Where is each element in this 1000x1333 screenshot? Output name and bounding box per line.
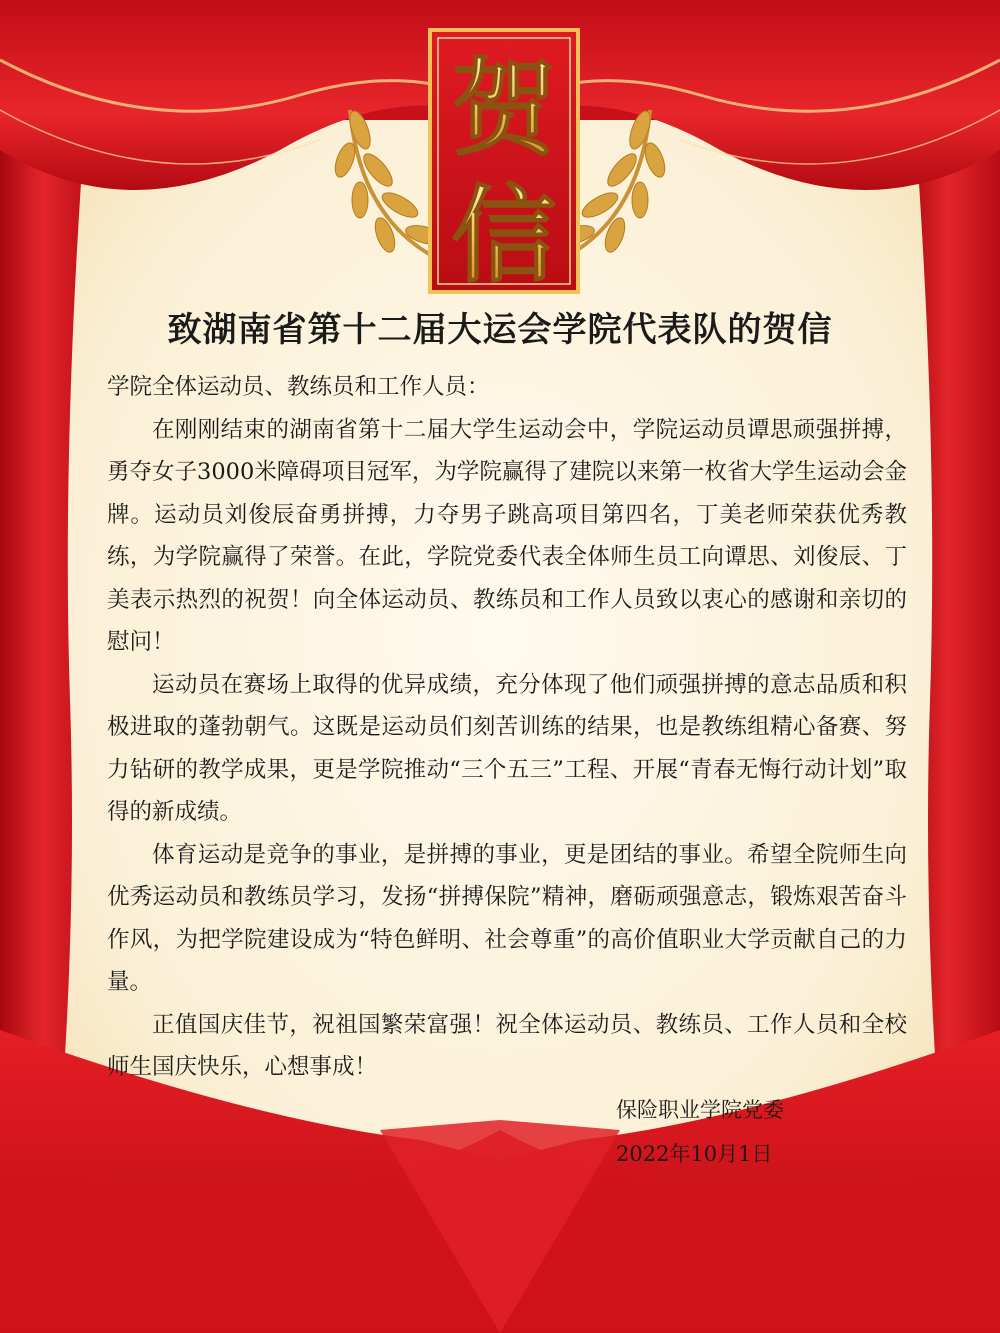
letter-paragraph: 体育运动是竞争的事业，是拼搏的事业，更是团结的事业。希望全院师生向优秀运动员和教练员学习，发扬“拼搏保院”精神，磨砺顽强意志，锻炼艰苦奋斗作风，为把学院建设成为“特色鲜明、社会尊重”的高价值职业大学贡献自己的力量。 [107,841,907,995]
letter-title: 致湖南省第十二届大运会学院代表队的贺信 [167,310,833,350]
letter-paragraph: 正值国庆佳节，祝祖国繁荣富强！祝全体运动员、教练员、工作人员和全校师生国庆快乐，心想事成！ [107,1011,907,1080]
letter-body [107,366,907,1089]
badge-char-he: 贺 [451,48,557,170]
badge-char-xin: 信 [451,175,557,297]
letter-paragraph: 运动员在赛场上取得的优异成绩，充分体现了他们顽强拼搏的意志品质和积极进取的蓬勃朝气。这既是运动员们刻苦训练的结果，也是教练组精心备赛、努力钻研的教学成果，更是学院推动“三个五三”工程、开展“青春无悔行动计划”取得的新成绩。 [107,671,907,825]
signature-organization: 保险职业学院党委 [616,1098,784,1122]
signature-date: 2022年10月1日 [616,1142,773,1166]
signature-block [616,1088,784,1176]
letter-salutation: 学院全体运动员、教练员和工作人员： [107,374,490,400]
badge [430,30,578,297]
letter-paragraph: 在刚刚结束的湖南省第十二届大学生运动会中，学院运动员谭思顽强拼搏，勇夺女子3000米障碍项目冠军，为学院赢得了建院以来第一枚省大学生运动会金牌。运动员刘俊辰奋勇拼搏，力夺男子跳高项目第四名，丁美老师荣获优秀教练，为学院赢得了荣誉。在此，学院党委代表全体师生员工向谭思、刘俊辰、丁美表示热烈的祝贺！向全体运动员、教练员和工作人员致以衷心的感谢和亲切的慰问！ [107,416,907,655]
